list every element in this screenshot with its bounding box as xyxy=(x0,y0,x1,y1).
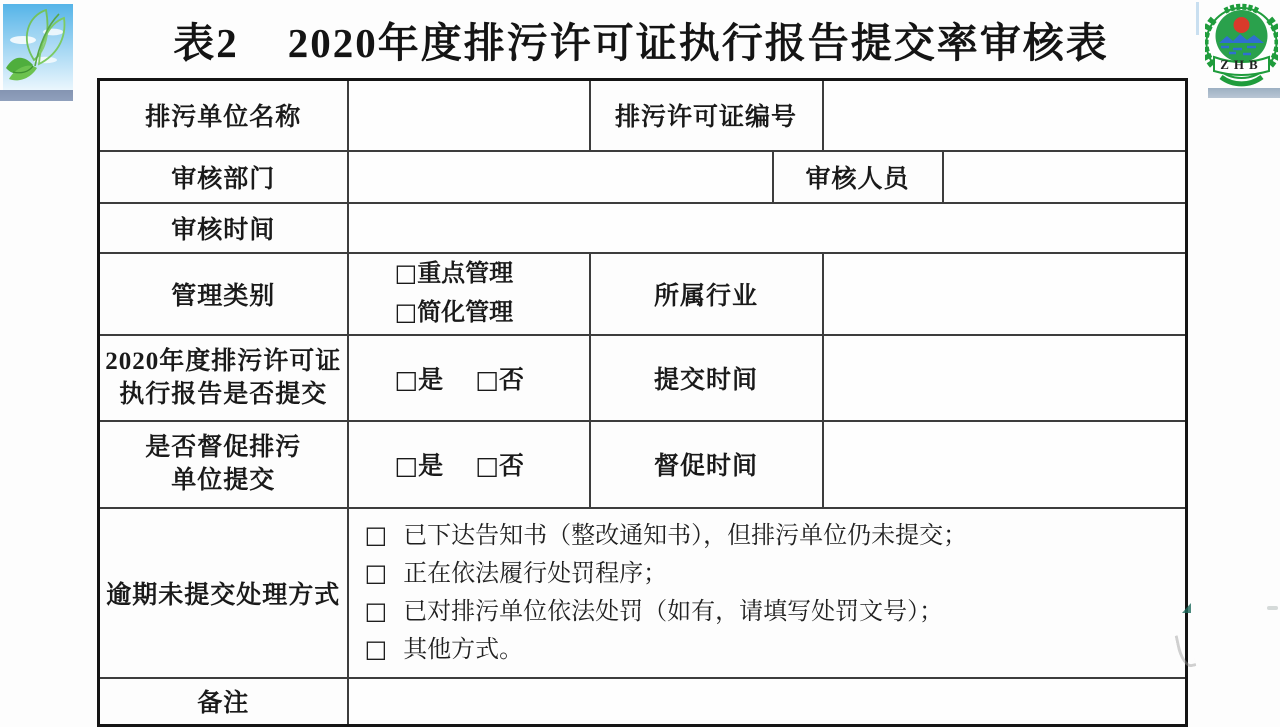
management-category-options xyxy=(348,253,590,335)
checkbox-icon[interactable]: □ xyxy=(364,634,388,663)
title-prefix: 表2 xyxy=(173,19,239,66)
label-urge-time: 督促时间 xyxy=(590,421,823,508)
report-submitted-options xyxy=(348,335,590,421)
label-review-time: 审核时间 xyxy=(99,203,348,253)
table-row xyxy=(99,335,1187,421)
label-unit-name: 排污单位名称 xyxy=(99,80,348,151)
table-row xyxy=(99,203,1187,253)
option-label: 否 xyxy=(499,366,525,394)
zhb-environment-logo xyxy=(1205,3,1278,87)
field-unit-name[interactable] xyxy=(348,80,590,151)
checkbox-icon[interactable]: □ xyxy=(364,596,388,625)
table-row xyxy=(99,678,1187,726)
checkbox-icon[interactable]: □ xyxy=(364,520,388,549)
option-label: 已对排污单位依法处罚（如有，请填写处罚文号）； xyxy=(403,598,944,625)
option-label: 已下达告知书（整改通知书），但排污单位仍未提交； xyxy=(403,522,968,549)
review-form-table xyxy=(97,78,1188,727)
label-industry: 所属行业 xyxy=(590,253,823,335)
checkbox-icon[interactable]: □ xyxy=(394,364,419,394)
option-label: 重点管理 xyxy=(417,261,514,288)
label-report-submitted xyxy=(99,335,348,421)
table-row xyxy=(99,253,1187,335)
scan-artifact-line xyxy=(1196,2,1199,35)
option-label: 正在依法履行处罚程序； xyxy=(403,560,668,587)
option-label: 其他方式。 xyxy=(403,636,524,663)
label-line: 执行报告是否提交 xyxy=(119,380,328,408)
overdue-handling-options xyxy=(348,508,1187,678)
field-submit-time[interactable] xyxy=(823,335,1187,421)
leaf-logo-graphic xyxy=(3,4,73,90)
label-line: 2020年度排污许可证 xyxy=(105,347,342,375)
checkbox-icon[interactable]: □ xyxy=(394,451,419,480)
option-yes xyxy=(394,364,444,394)
label-review-department: 审核部门 xyxy=(99,151,348,203)
checkbox-icon[interactable]: □ xyxy=(364,558,388,587)
title-text: 2020年度排污许可证执行报告提交率审核表 xyxy=(287,19,1109,66)
option-notice-issued xyxy=(365,517,1176,555)
checkbox-icon[interactable]: □ xyxy=(475,451,500,480)
option-key-management xyxy=(395,255,589,293)
scan-artifact-dash xyxy=(1267,606,1278,610)
field-permit-number[interactable] xyxy=(823,80,1187,151)
option-other xyxy=(365,631,1176,669)
left-accent-bar xyxy=(0,90,73,101)
table-row xyxy=(99,151,1187,203)
option-label: 是 xyxy=(418,453,444,480)
label-urged-submission xyxy=(99,421,348,508)
option-penalized xyxy=(365,593,1176,631)
label-line: 是否督促排污 xyxy=(145,434,302,461)
label-overdue-handling: 逾期未提交处理方式 xyxy=(99,508,348,678)
field-industry[interactable] xyxy=(823,253,1187,335)
label-remarks: 备注 xyxy=(99,678,348,726)
zhb-logo-graphic xyxy=(1205,3,1278,87)
field-reviewer[interactable] xyxy=(943,151,1187,203)
field-review-time[interactable] xyxy=(348,203,1187,253)
field-review-department[interactable] xyxy=(348,151,773,203)
page-title xyxy=(97,10,1185,68)
option-label: 否 xyxy=(499,453,525,480)
option-penalty-in-progress xyxy=(365,555,1176,593)
label-line: 单位提交 xyxy=(171,467,276,494)
checkbox-icon[interactable]: □ xyxy=(394,259,418,288)
option-no xyxy=(475,453,524,480)
label-reviewer: 审核人员 xyxy=(773,151,943,203)
field-remarks[interactable] xyxy=(348,678,1187,726)
option-simplified-management xyxy=(395,294,589,332)
option-no xyxy=(475,364,525,394)
urged-submission-options xyxy=(348,421,590,508)
checkbox-icon[interactable]: □ xyxy=(394,297,418,326)
label-permit-number: 排污许可证编号 xyxy=(590,80,823,151)
checkbox-icon[interactable]: □ xyxy=(475,364,500,394)
option-label: 简化管理 xyxy=(417,299,514,326)
label-management-category: 管理类别 xyxy=(99,253,348,335)
option-label: 是 xyxy=(418,366,444,394)
label-submit-time: 提交时间 xyxy=(590,335,823,421)
table-row xyxy=(99,421,1187,508)
right-accent-bar xyxy=(1208,88,1280,98)
table-row xyxy=(99,80,1187,151)
zhb-logo-text: ZHB xyxy=(1220,57,1263,72)
field-urge-time[interactable] xyxy=(823,421,1187,508)
option-yes xyxy=(395,453,444,480)
leaf-logo xyxy=(3,4,73,90)
table-row xyxy=(99,508,1187,678)
